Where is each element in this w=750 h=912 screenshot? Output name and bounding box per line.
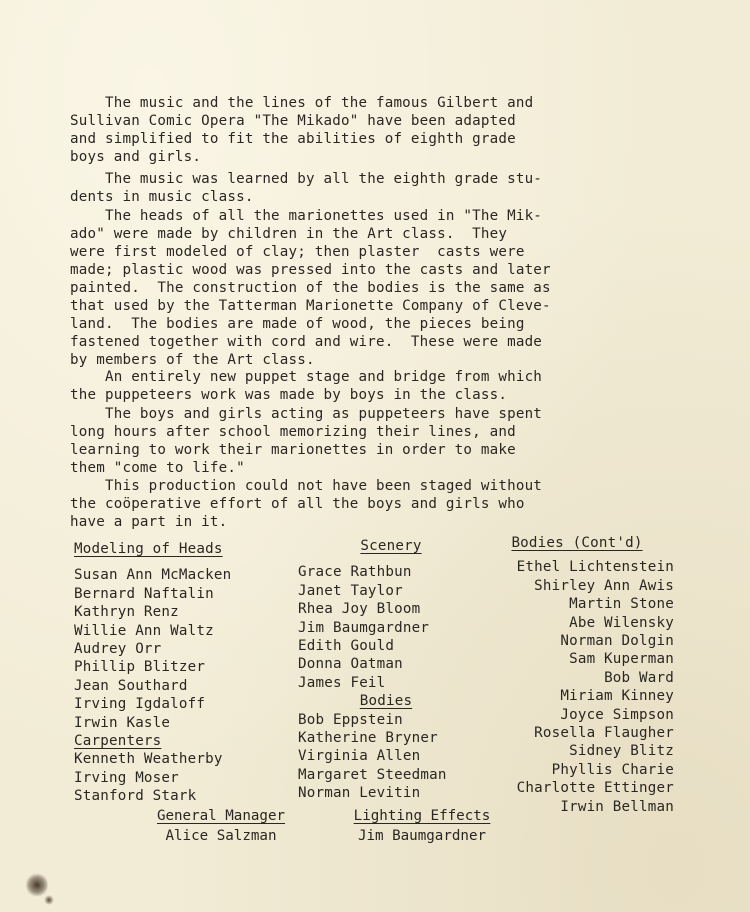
credit-name: Stanford Stark [74, 788, 197, 805]
left-credits-column [74, 540, 231, 806]
credit-name: Miriam Kinney [560, 688, 674, 705]
carpenters-heading: Carpenters [74, 733, 162, 750]
credit-name: Janet Taylor [298, 582, 403, 599]
paragraph-intro: The music and the lines of the famous Gilbert and Sullivan Comic Opera "The Mikado" have been adapted and simplified to fit the abilities of eighth grade boys and girls. [70, 95, 534, 165]
credit-name: Bob Ward [604, 669, 674, 686]
credit-name: Donna Oatman [298, 656, 403, 673]
paragraph-cooperation: This production could not have been staged without the coöperative effort of all the boys and girls who have a part in it. [70, 478, 543, 530]
credit-name: Edith Gould [298, 638, 395, 655]
credit-name: Irwin Bellman [560, 798, 674, 815]
scenery-heading: Scenery [360, 538, 422, 554]
manager-name: Alice Salzman [165, 828, 277, 844]
credit-name: Sidney Blitz [569, 743, 674, 760]
paragraph-music: The music was learned by all the eighth grade stu- dents in music class. [70, 171, 543, 205]
credit-name: Willie Ann Waltz [74, 622, 214, 639]
credit-name: Ethel Lichtenstein [516, 559, 674, 576]
credit-name: Bob Eppstein [298, 711, 403, 728]
paragraph-puppeteers: The boys and girls acting as puppeteers have spent long hours after school memorizing their lines, and learning to work their marionettes in order to make them "come to life." [70, 406, 543, 476]
middle-credits-column [298, 537, 484, 803]
credit-name: Margaret Steedman [298, 766, 447, 783]
manager-credit [136, 806, 306, 846]
credit-name: Kathryn Renz [74, 604, 179, 621]
credit-name: Shirley Ann Awis [534, 577, 674, 594]
credit-name: Phillip Blitzer [74, 659, 206, 676]
credit-name: Sam Kuperman [569, 651, 674, 668]
ink-smudge [26, 872, 48, 898]
ink-smudge [44, 895, 54, 905]
credit-name: Irving Igdaloff [74, 696, 206, 713]
credit-name: Rhea Joy Bloom [298, 601, 421, 618]
credit-name: Abe Wilensky [569, 614, 674, 631]
credit-name: Audrey Orr [74, 641, 162, 658]
credit-name: James Feil [298, 674, 386, 691]
credit-name: Grace Rathbun [298, 564, 412, 581]
manager-heading: General Manager [156, 808, 286, 824]
credit-name: Norman Levitin [298, 785, 421, 802]
bodies-contd-heading: Bodies (Cont'd) [511, 535, 643, 551]
credit-name: Jean Southard [74, 677, 188, 694]
paragraph-heads: The heads of all the marionettes used in "The Mik- ado" were made by children in the Art class. They were first modeled of clay; then plaster casts were made; plastic wood was pressed into the casts and later painted. The construction of the bodies is the same as that used by the Tatterman Marionette Company of Cleve- land. The bodies are made of wood, the pieces being fastened together with cord and wire. These were made by members of the Art class. [70, 208, 551, 368]
credit-name: Phyllis Charie [551, 761, 674, 778]
credit-name: Martin Stone [569, 596, 674, 613]
lighting-name: Jim Baumgardner [357, 828, 487, 844]
lighting-credit [334, 806, 510, 846]
paragraph-stage: An entirely new puppet stage and bridge from which the puppeteers work was made by boys in the class. [70, 369, 543, 403]
credit-name: Irwin Kasle [74, 714, 171, 731]
credit-name: Norman Dolgin [560, 633, 674, 650]
credit-name: Katherine Bryner [298, 730, 438, 747]
credit-name: Charlotte Ettinger [516, 780, 674, 797]
credit-name: Susan Ann McMacken [74, 567, 232, 584]
right-credits-column [480, 534, 674, 816]
credit-name: Irving Moser [74, 769, 179, 786]
modeling-heading: Modeling of Heads [74, 541, 223, 557]
credit-name: Kenneth Weatherby [74, 751, 223, 768]
credit-name: Rosella Flaugher [534, 725, 674, 742]
bodies-heading: Bodies [359, 693, 413, 710]
credit-name: Joyce Simpson [560, 706, 674, 723]
credit-name: Virginia Allen [298, 748, 421, 765]
credit-name: Bernard Naftalin [74, 585, 214, 602]
credit-name: Jim Baumgardner [298, 619, 430, 636]
lighting-heading: Lighting Effects [353, 808, 491, 824]
